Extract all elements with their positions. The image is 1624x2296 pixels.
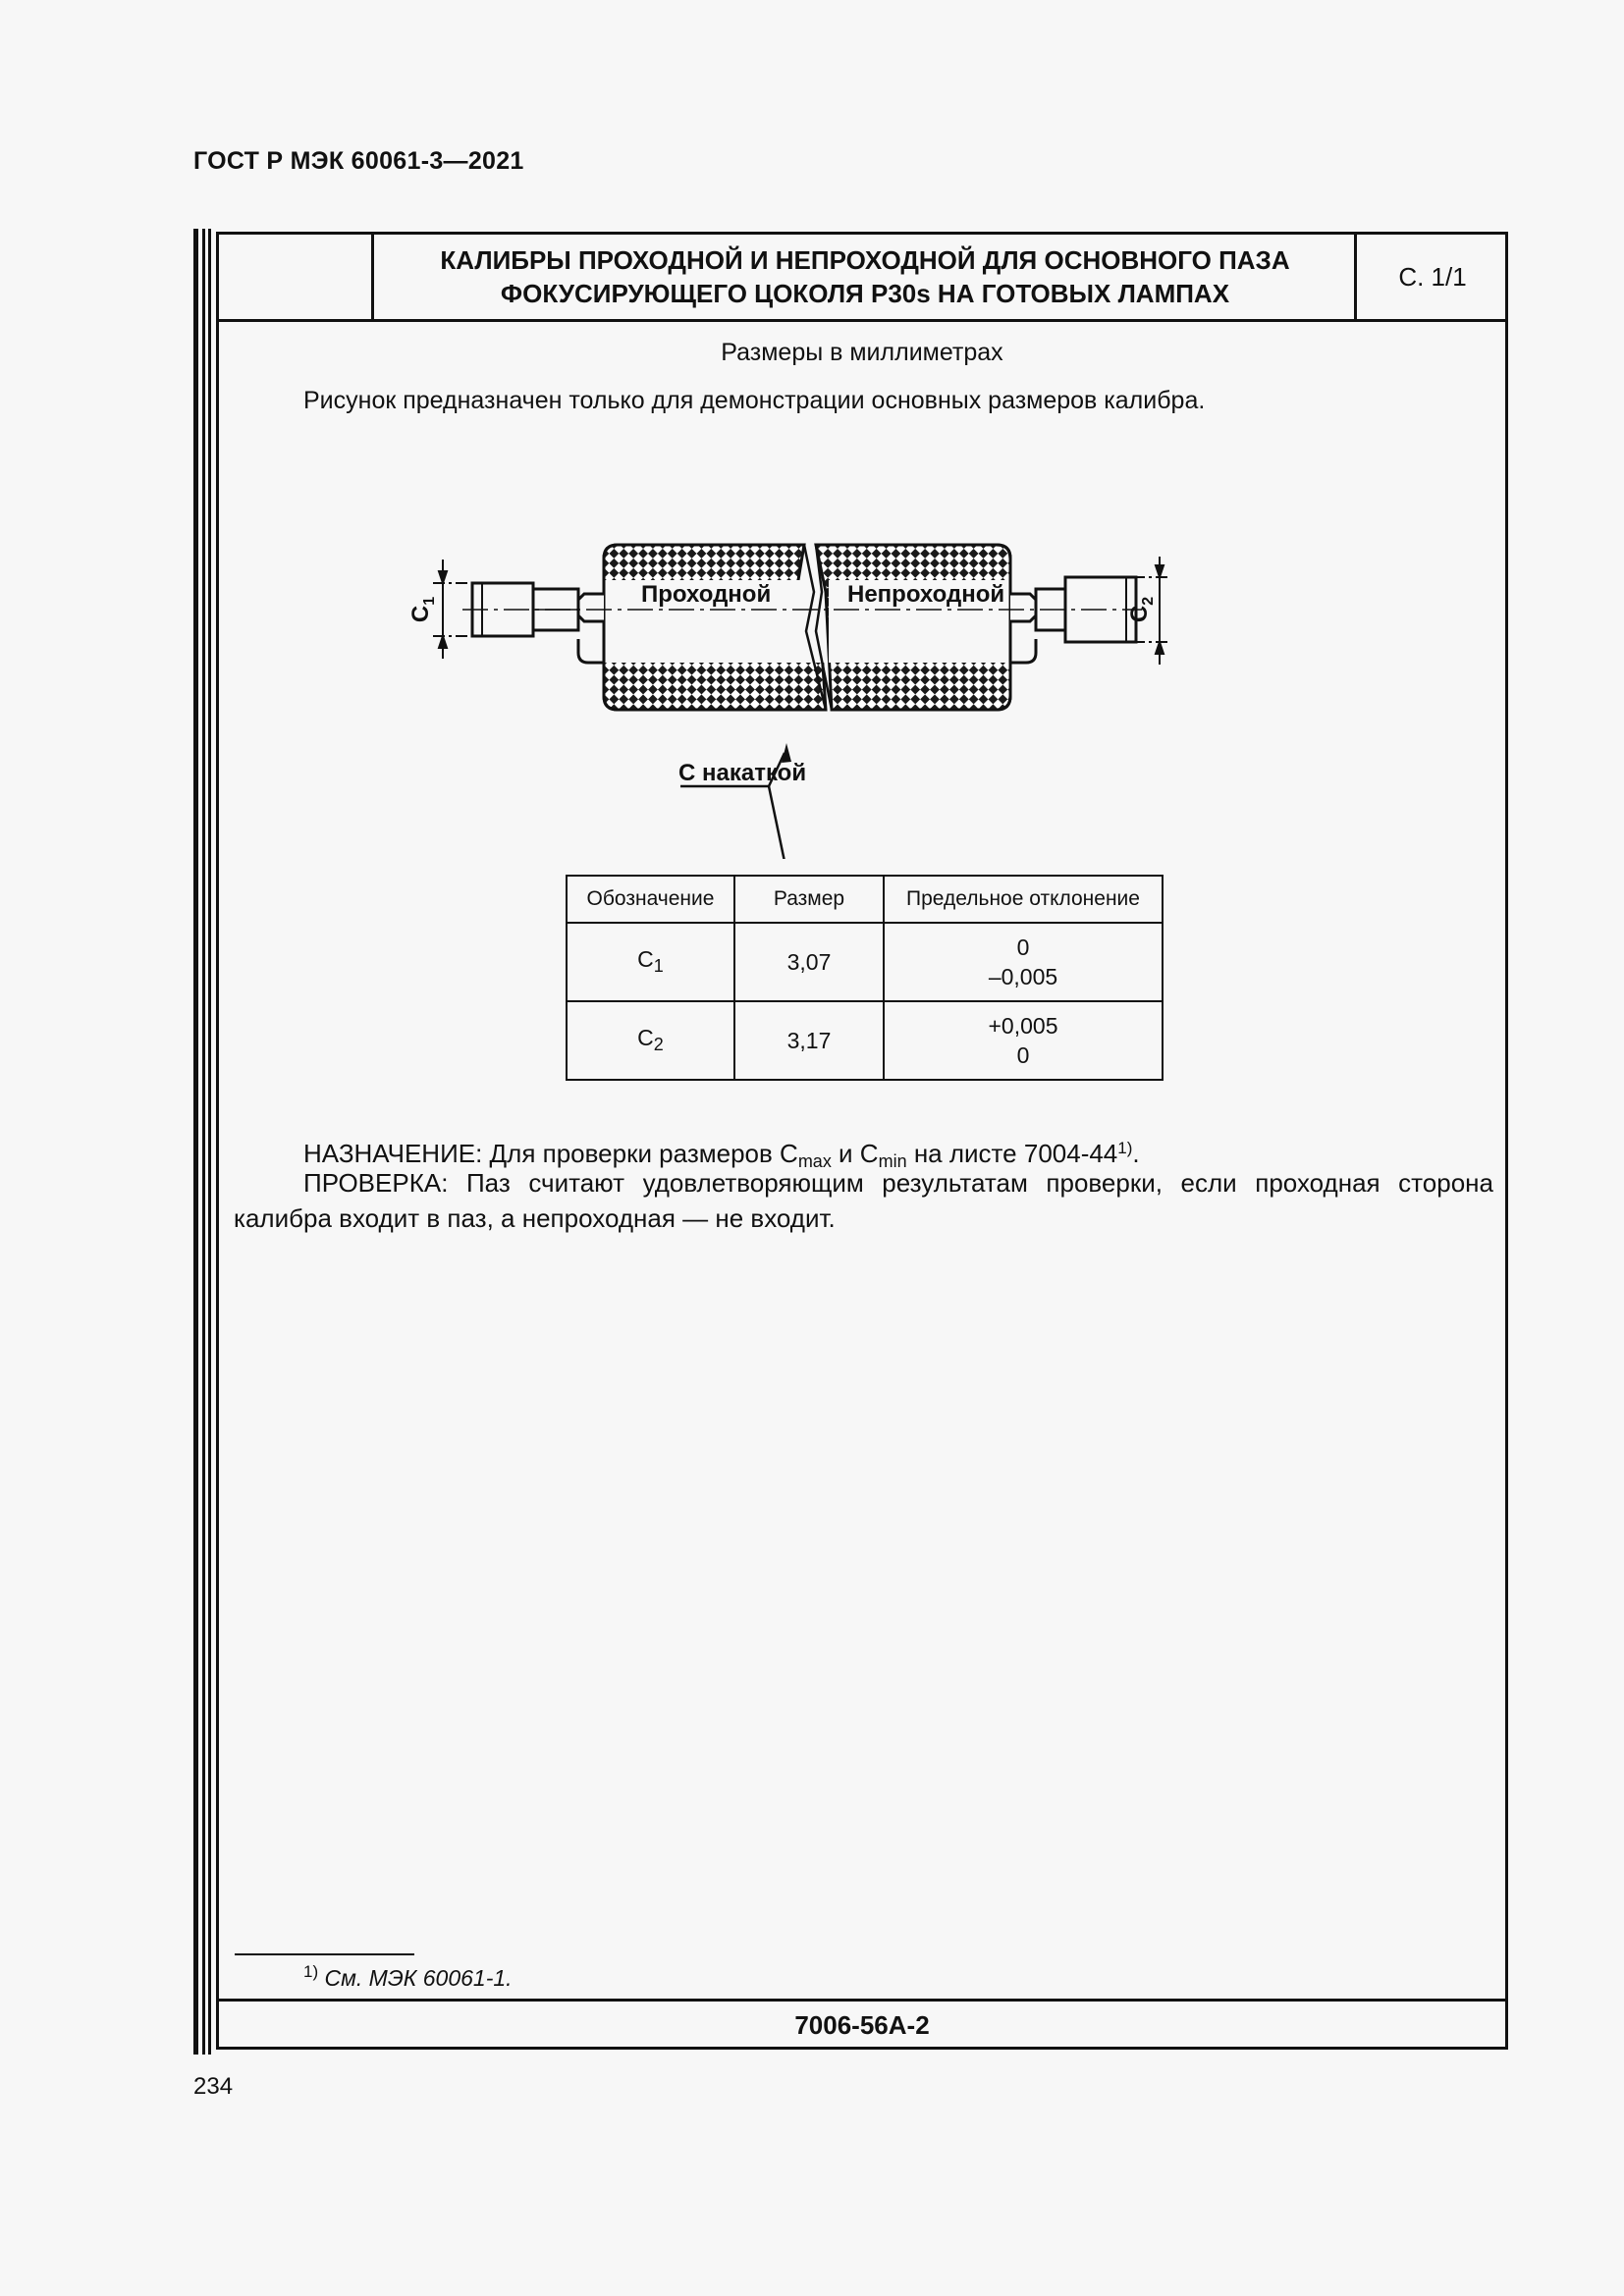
table-header-row (567, 876, 1163, 923)
check-line-1: ПРОВЕРКА: Паз считают удовлетворяющим результатам проверки, если проходная сторона (303, 1168, 1493, 1198)
nogo-side-label: Непроходной (847, 581, 1005, 608)
cell-size: 3,17 (734, 1001, 884, 1080)
deviation-lower: –0,005 (988, 964, 1058, 989)
cell-size: 3,07 (734, 923, 884, 1001)
sheet-number: С. 1/1 (1354, 235, 1508, 319)
units-note: Размеры в миллиметрах (721, 339, 1003, 366)
document-standard-header: ГОСТ Р МЭК 60061-3—2021 (193, 147, 524, 175)
dimensions-table (566, 875, 1164, 1081)
binding-bar-middle (202, 229, 205, 2055)
go-side-body (604, 545, 828, 710)
deviation-upper: +0,005 (988, 1013, 1058, 1039)
knurl-label: С накаткой (678, 760, 807, 786)
column-header-size: Размер (734, 876, 884, 923)
table-row (567, 1001, 1163, 1080)
go-pin (472, 580, 604, 663)
dim-c2-label: $C_2$ (1126, 596, 1157, 623)
check-line-2: калибра входит в паз, а непроходная — не входит. (234, 1203, 836, 1233)
footnote-text: См. МЭК 60061-1. (318, 1965, 513, 1991)
gauge-drawing (356, 447, 1338, 859)
title-block (219, 235, 1505, 322)
sheet-title (374, 235, 1356, 319)
footnote-separator (235, 1953, 414, 1955)
nogo-pin (1010, 577, 1136, 663)
deviation-lower: 0 (1016, 1042, 1030, 1068)
binding-bar-left (193, 229, 198, 2055)
sheet-code: 7006-56A-2 (219, 1999, 1505, 2050)
go-side-label: Проходной (641, 581, 772, 608)
nogo-side-body (816, 545, 1011, 710)
deviation-upper: 0 (1016, 934, 1030, 960)
binding-bar-right (208, 229, 211, 2055)
column-header-deviation: Предельное отклонение (884, 876, 1163, 923)
title-block-left-cell (219, 235, 374, 319)
sheet-frame (216, 232, 1508, 2050)
footnote (303, 1962, 513, 1992)
footnote-mark: 1) (303, 1962, 319, 1981)
cell-symbol: $C_1$ (567, 923, 734, 1001)
dim-c1-label: $C_1$ (407, 596, 438, 623)
footnote-ref[interactable]: 1) (1117, 1139, 1133, 1157)
cell-symbol: $C_2$ (567, 1001, 734, 1080)
sheet-title-line-2: ФОКУСИРУЮЩЕГО ЦОКОЛЯ P30s НА ГОТОВЫХ ЛАМПАХ (500, 279, 1230, 308)
column-header-symbol: Обозначение (567, 876, 734, 923)
table-row (567, 923, 1163, 1001)
cell-deviation (884, 1001, 1163, 1080)
intro-note: Рисунок предназначен только для демонстрации основных размеров калибра. (303, 387, 1206, 414)
page-number: 234 (193, 2073, 234, 2100)
check-paragraph (234, 1165, 1493, 1236)
sheet-title-line-1: КАЛИБРЫ ПРОХОДНОЙ И НЕПРОХОДНОЙ ДЛЯ ОСНОВНОГО ПАЗА (440, 245, 1290, 275)
cell-deviation (884, 923, 1163, 1001)
purpose-paragraph: НАЗНАЧЕНИЕ: Для проверки размеров $C_{max}$ и $C_{min}$ на листе 7004-44$^{1)}$. (303, 1139, 1140, 1171)
